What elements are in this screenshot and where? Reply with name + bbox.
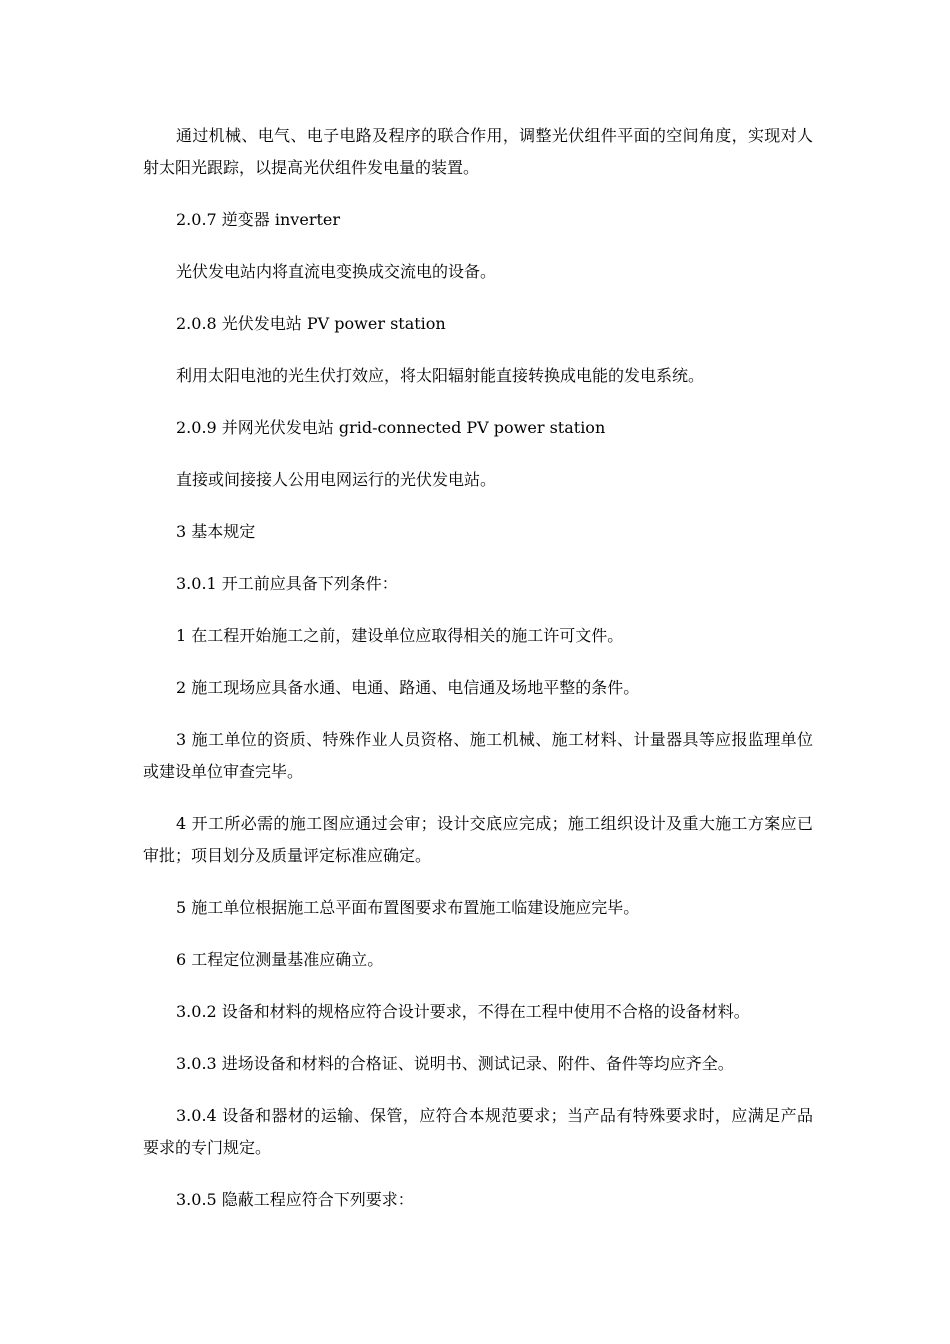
clause-3-0-1: 3.0.1 开工前应具备下列条件： [176,574,398,593]
clause-3-0-2: 3.0.2 设备和材料的规格应符合设计要求，不得在工程中使用不合格的设备材料。 [176,1002,750,1021]
list-item-6: 6 工程定位测量基准应确立。 [176,950,384,969]
clause-2-0-9-definition: 直接或间接接人公用电网运行的光伏发电站。 [176,470,497,489]
document-body [143,120,813,1236]
paragraph-tracker-definition: 通过机械、电气、电子电路及程序的联合作用，调整光伏组件平面的空间角度，实现对人射太阳光跟踪，以提高光伏组件发电量的装置。 [143,126,813,177]
list-item-4: 4 开工所必需的施工图应通过会审；设计交底应完成；施工组织设计及重大施工方案应已审批；项目划分及质量评定标准应确定。 [143,814,813,865]
list-item-3: 3 施工单位的资质、特殊作业人员资格、施工机械、施工材料、计量器具等应报监理单位或建设单位审查完毕。 [143,730,813,781]
clause-3-0-3: 3.0.3 进场设备和材料的合格证、说明书、测试记录、附件、备件等均应齐全。 [176,1054,734,1073]
clause-2-0-7-definition: 光伏发电站内将直流电变换成交流电的设备。 [176,262,497,281]
list-item-5: 5 施工单位根据施工总平面布置图要求布置施工临建设施应完毕。 [176,898,640,917]
clause-2-0-8-heading: 2.0.8 光伏发电站 PV power station [176,314,446,333]
clause-2-0-8-definition: 利用太阳电池的光生伏打效应，将太阳辐射能直接转换成电能的发电系统。 [176,366,705,385]
clause-2-0-7-heading: 2.0.7 逆变器 inverter [176,210,341,229]
section-3-heading: 3 基本规定 [176,522,256,541]
clause-2-0-9-heading: 2.0.9 并网光伏发电站 grid-connected PV power station [176,418,606,437]
clause-3-0-4: 3.0.4 设备和器材的运输、保管，应符合本规范要求；当产品有特殊要求时，应满足产品要求的专门规定。 [143,1106,813,1157]
list-item-1: 1 在工程开始施工之前，建设单位应取得相关的施工许可文件。 [176,626,624,645]
clause-3-0-5: 3.0.5 隐蔽工程应符合下列要求： [176,1190,414,1209]
list-item-2: 2 施工现场应具备水通、电通、路通、电信通及场地平整的条件。 [176,678,640,697]
